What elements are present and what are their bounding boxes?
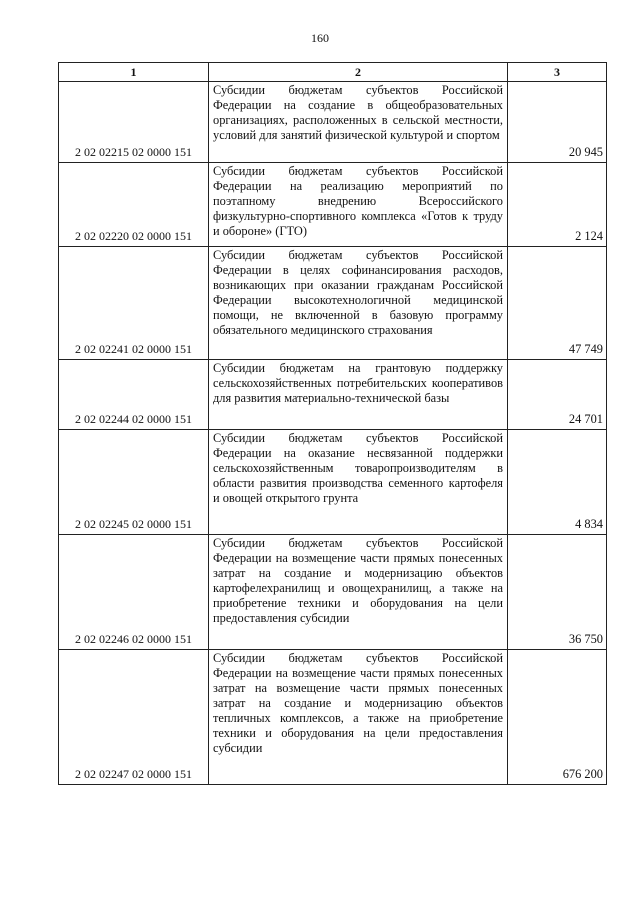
column-header-description: 2 (209, 63, 508, 82)
row-description: Субсидии бюджетам на грантовую поддержку сельскохозяйственных потребительских кооперативов для развития материально-технической базы (209, 360, 508, 430)
table-row (59, 535, 607, 650)
row-code: 2 02 02244 02 0000 151 (59, 360, 209, 430)
row-description: Субсидии бюджетам субъектов Российской Федерации на создание в общеобразовательных организациях, расположенных в сельской местности, условий для занятий физической культурой и спортом (209, 82, 508, 163)
row-amount: 4 834 (508, 430, 607, 535)
table-row (59, 360, 607, 430)
row-amount: 36 750 (508, 535, 607, 650)
table-row (59, 650, 607, 785)
column-header-amount: 3 (508, 63, 607, 82)
table-row (59, 163, 607, 247)
row-description: Субсидии бюджетам субъектов Российской Федерации на возмещение части прямых понесенных затрат на возмещение части прямых понесенных затрат на создание и модернизацию объектов тепличных комплексов, а также на приобретение техники и оборудования на цели предоставления субсидии (209, 650, 508, 785)
row-code: 2 02 02246 02 0000 151 (59, 535, 209, 650)
budget-table (58, 62, 607, 785)
page-number: 160 (311, 31, 329, 45)
row-code: 2 02 02245 02 0000 151 (59, 430, 209, 535)
row-amount: 2 124 (508, 163, 607, 247)
row-code: 2 02 02241 02 0000 151 (59, 247, 209, 360)
row-description: Субсидии бюджетам субъектов Российской Федерации на возмещение части прямых понесенных затрат на создание и модернизацию объектов картофелехранилищ и овощехранилищ, а также на приобретение техники и оборудования на цели предоставления субсидии (209, 535, 508, 650)
row-code: 2 02 02215 02 0000 151 (59, 82, 209, 163)
table-row (59, 430, 607, 535)
row-code: 2 02 02247 02 0000 151 (59, 650, 209, 785)
row-description: Субсидии бюджетам субъектов Российской Федерации на реализацию мероприятий по поэтапному внедрению Всероссийского физкультурно-спортивного комплекса «Готов к труду и обороне» (ГТО) (209, 163, 508, 247)
table-row (59, 82, 607, 163)
row-description: Субсидии бюджетам субъектов Российской Федерации в целях софинансирования расходов, возникающих при оказании гражданам Российской Федерации высокотехнологичной медицинской помощи, не включенной в базовую программу обязательного медицинского страхования (209, 247, 508, 360)
header-row (59, 63, 607, 82)
table-row (59, 247, 607, 360)
row-code: 2 02 02220 02 0000 151 (59, 163, 209, 247)
row-amount: 676 200 (508, 650, 607, 785)
row-amount: 24 701 (508, 360, 607, 430)
column-header-code: 1 (59, 63, 209, 82)
row-description: Субсидии бюджетам субъектов Российской Федерации на оказание несвязанной поддержки сельскохозяйственным товаропроизводителям в области развития производства семенного картофеля и овощей открытого грунта (209, 430, 508, 535)
row-amount: 20 945 (508, 82, 607, 163)
row-amount: 47 749 (508, 247, 607, 360)
